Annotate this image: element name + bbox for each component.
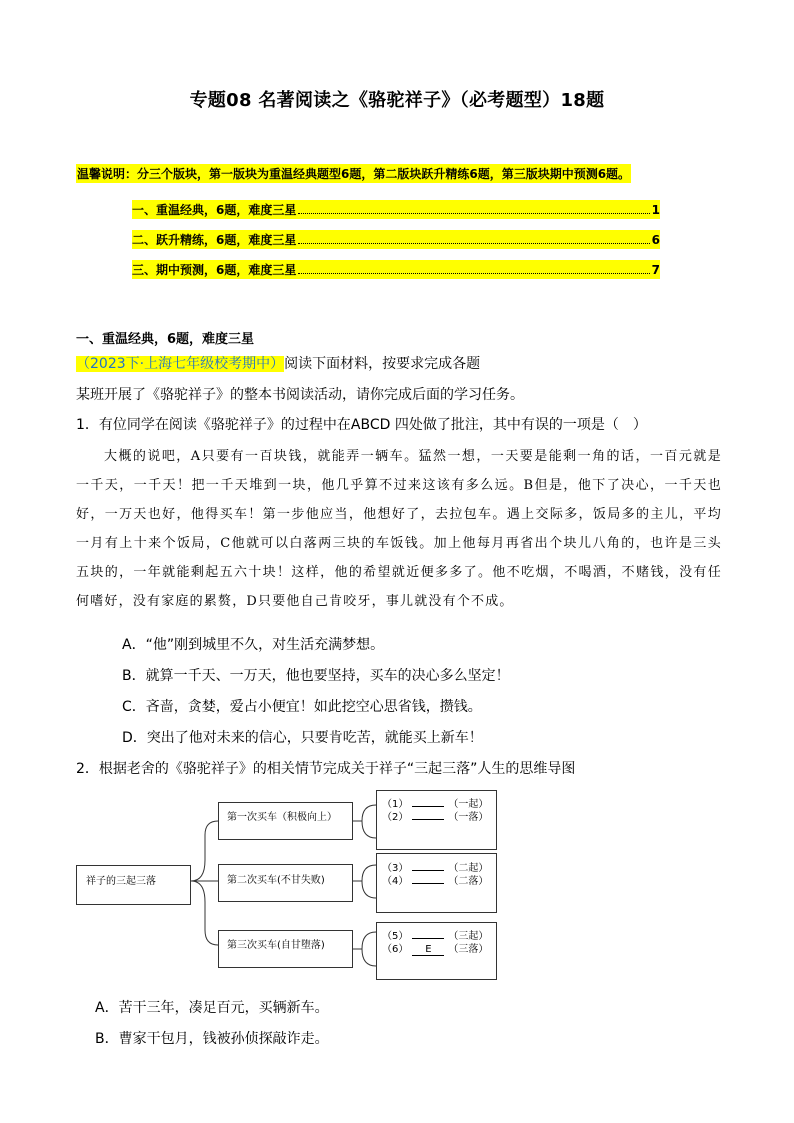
section-heading: 一、重温经典，6题，难度三星 <box>76 332 255 347</box>
mind-map-branch-2 <box>218 864 353 902</box>
question-1-option-b[interactable]: B．就算一千天、一万天，他也要坚持，买车的决心多么坚定！ <box>122 668 510 684</box>
toc-page: 1 <box>651 203 660 217</box>
intro-text: 某班开展了《骆驼祥子》的整本书阅读活动，请你完成后面的学习任务。 <box>76 387 524 403</box>
question-2-option-b[interactable]: B．曹家干包月，钱被孙侦探敲诈走。 <box>95 1031 329 1047</box>
mind-map-root <box>76 865 191 905</box>
question-2-option-a[interactable]: A．苦干三年，凑足百元，买辆新车。 <box>95 1000 329 1016</box>
slot-6-blank[interactable]: E <box>412 945 444 956</box>
slot-2-line <box>382 808 488 823</box>
slot-1-num: （1） <box>382 799 409 810</box>
brace-slot-3 <box>362 932 376 966</box>
slot-4-blank[interactable] <box>412 883 444 884</box>
instruction-note: 温馨说明：分三个版块，第一版块为重温经典题型6题，第二版块跃升精练6题，第三版块期中预测6题。 <box>76 164 631 183</box>
slot-box-1 <box>376 790 497 850</box>
slot-1-blank[interactable] <box>412 806 444 807</box>
connector-branch-1 <box>191 821 218 881</box>
brace-slot-1 <box>362 805 376 838</box>
mind-map-branch-3 <box>218 930 353 968</box>
page-title: 专题08 名著阅读之《骆驼祥子》（必考题型）18题 <box>189 90 605 111</box>
slot-2-num: （2） <box>382 812 409 823</box>
slot-5-tag: （三起） <box>448 931 489 942</box>
slot-2-blank[interactable] <box>412 819 444 820</box>
question-1-option-a[interactable]: A．“他”刚到城里不久，对生活充满梦想。 <box>122 637 385 653</box>
root-label: 祥子的三起三落 <box>86 876 156 887</box>
slot-6-tag: （三落） <box>448 944 489 955</box>
slot-3-tag: （二起） <box>448 863 489 874</box>
slot-box-2 <box>376 853 497 913</box>
toc-page: 6 <box>651 233 660 247</box>
question-1-option-c[interactable]: C．吝啬，贪婪，爱占小便宜！如此挖空心思省钱，攒钱。 <box>122 699 482 715</box>
slot-3-blank[interactable] <box>412 870 444 871</box>
toc-label: 一、重温经典，6题，难度三星 <box>132 203 297 217</box>
slot-1-tag: （一起） <box>448 799 489 810</box>
slot-5-blank[interactable] <box>412 938 444 939</box>
slot-4-tag: （二落） <box>448 876 489 887</box>
source-tag: （2023下·上海七年级校考期中） <box>76 356 285 372</box>
question-1-option-d[interactable]: D．突出了他对未来的信心，只要肯吃苦，就能买上新车！ <box>122 730 483 746</box>
question-1-stem: 1．有位同学在阅读《骆驼祥子》的过程中在ABCD 四处做了批注，其中有误的一项是（ ） <box>76 417 647 433</box>
source-instruction: 阅读下面材料，按要求完成各题 <box>284 356 481 372</box>
slot-4-line <box>382 872 488 887</box>
branch-2-label: 第二次买车(不甘失败) <box>227 875 325 886</box>
slot-5-num: （5） <box>382 931 409 942</box>
slot-4-num: （4） <box>382 876 409 887</box>
question-1-passage: 大概的说吧，A只要有一百块钱，就能弄一辆车。猛然一想，一天要是能剩一角的话，一百元就是一千天，一千天！把一千天堆到一块，他几乎算不过来这该有多么远。B但是，他下了决心，一千天也好，一万天也好，他得买车！第一步他应当，他想好了，去拉包车。遇上交际多，饭局多的主儿，平均一月有上十来个饭局，C他就可以白落两三块的车饭钱。加上他每月再省出个块儿八角的，也许是三头五块的，一年就能剩起五六十块！这样，他的希望就近便多多了。他不吃烟，不喝酒，不赌钱，没有任何嗜好，没有家庭的累赘，D只要他自己肯咬牙，事儿就没有个不成。 <box>76 449 722 609</box>
toc-label: 二、跃升精练，6题，难度三星 <box>132 233 297 247</box>
mind-map-branch-1 <box>218 802 353 840</box>
toc-label: 三、期中预测，6题，难度三星 <box>132 263 297 277</box>
brace-slot-2 <box>362 865 376 898</box>
slot-6-line <box>382 940 488 956</box>
connector-branch-3 <box>191 881 218 945</box>
slot-6-num: （6） <box>382 944 409 955</box>
toc-page: 7 <box>651 263 660 277</box>
branch-1-label: 第一次买车（积极向上） <box>227 812 337 823</box>
branch-3-label: 第三次买车(自甘堕落) <box>227 940 325 951</box>
slot-2-tag: （一落） <box>448 812 489 823</box>
slot-3-num: （3） <box>382 863 409 874</box>
question-2-stem: 2．根据老舍的《骆驼祥子》的相关情节完成关于祥子“三起三落”人生的思维导图 <box>76 761 576 777</box>
slot-box-3 <box>376 922 497 980</box>
